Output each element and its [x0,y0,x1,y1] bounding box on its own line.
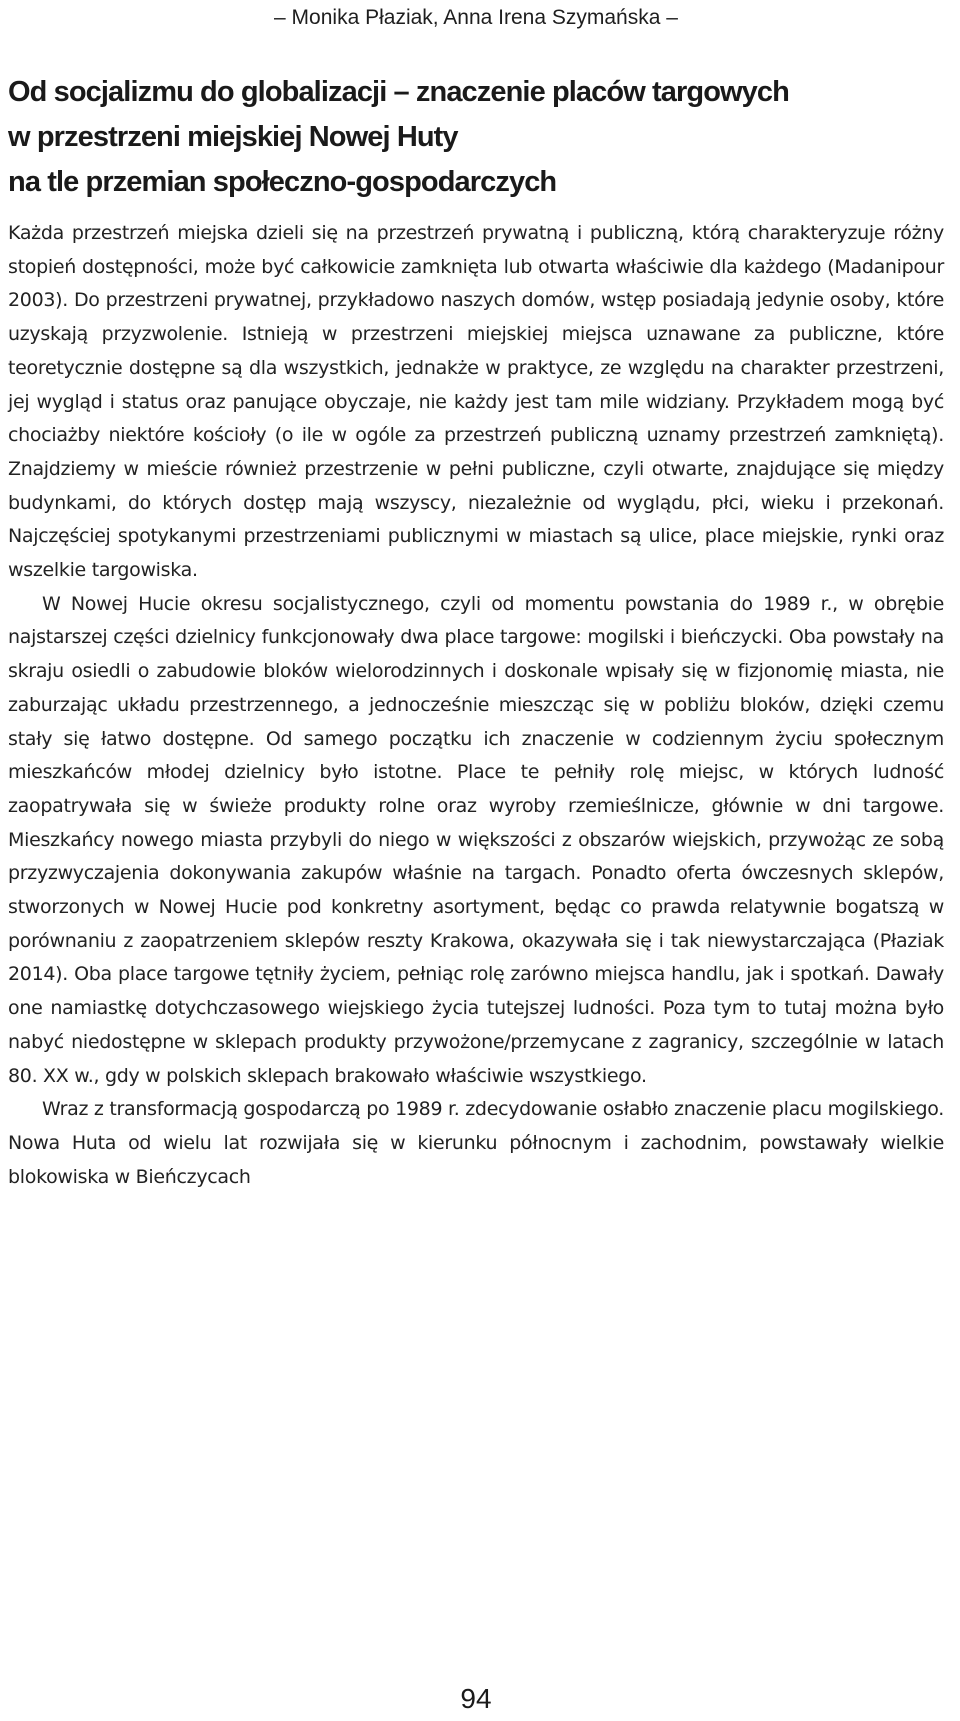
document-page [8,0,944,1721]
article-title [8,70,944,205]
body-paragraph: Każda przestrzeń miejska dzieli się na przestrzeń prywatną i publiczną, którą charakteryzuje różny stopień dostępności, może być całkowicie zamknięta lub otwarta właściwie dla każdego (Madanipour 2003). Do przestrzeni prywatnej, przykładowo naszych domów, wstęp posiadają jedynie osoby, które uzyskają przyzwolenie. Istnieją w przestrzeni miejskiej miejsca uznawane za publiczne, które teoretycznie dostępne są dla wszystkich, jednakże w praktyce, ze względu na charakter przestrzeni, jej wygląd i status oraz panujące obyczaje, nie każdy jest tam mile widziany. Przykładem mogą być chociażby niektóre kościoły (o ile w ogóle za przestrzeń publiczną uznamy przestrzeń zamkniętą). Znajdziemy w mieście również przestrzenie w pełni publiczne, czyli otwarte, znajdujące się między budynkami, do których dostęp mają wszyscy, niezależnie od wyglądu, płci, wieku i przekonań. Najczęściej spotykanymi przestrzeniami publicznymi w miastach są ulice, place miejskie, rynki oraz wszelkie targowiska. [8,222,944,582]
article-body [8,217,944,1194]
title-line: na tle przemian społeczno-gospodarczych [8,166,557,198]
body-paragraph: Wraz z transformacją gospodarczą po 1989 r. zdecydowanie osłabło znaczenie placu mogilskiego. Nowa Huta od wielu lat rozwijała się w kierunku północnym i zachodnim, powstawały wielkie blokowiska w Bieńczycach [8,1098,944,1188]
page-number: 94 [460,1683,492,1714]
title-line: w przestrzeni miejskiej Nowej Huty [8,121,458,153]
running-header: – Monika Płaziak, Anna Irena Szymańska – [274,6,678,29]
body-paragraph: W Nowej Hucie okresu socjalistycznego, czyli od momentu powstania do 1989 r., w obrębie najstarszej części dzielnicy funkcjonowały dwa place targowe: mogilski i bieńczycki. Oba powstały na skraju osiedli o zabudowie bloków wielorodzinnych i doskonale wpisały się w fizjonomię miasta, nie zaburzając układu przestrzennego, a jednocześnie mieszcząc się w pobliżu bloków, dzięki czemu stały się łatwo dostępne. Od samego początku ich znaczenie w codziennym życiu społecznym mieszkańców młodej dzielnicy było istotne. Place te pełniły rolę miejsc, w których ludność zaopatrywała się w świeże produkty rolne oraz wyroby rzemieślnicze, głównie w dni targowe. Mieszkańcy nowego miasta przybyli do niego w większości z obszarów wiejskich, przywożąc ze sobą przyzwyczajenia dokonywania zakupów właśnie na targach. Ponadto oferta ówczesnych sklepów, stworzonych w Nowej Hucie pod konkretny asortyment, będąc co prawda relatywnie bogatszą w porównaniu z zaopatrzeniem sklepów reszty Krakowa, okazywała się i tak niewystarczająca (Płaziak 2014). Oba place targowe tętniły życiem, pełniąc rolę zarówno miejsca handlu, jak i spotkań. Dawały one namiastkę dotychczasowego wiejskiego życia tutejszej ludności. Poza tym to tutaj można było nabyć niedostępne w sklepach produkty przywożone/przemycane z zagranicy, szczególnie w latach 80. XX w., gdy w polskich sklepach brakowało właściwie wszystkiego. [8,592,944,1087]
title-line: Od socjalizmu do globalizacji – znaczenie placów targowych [8,76,789,108]
